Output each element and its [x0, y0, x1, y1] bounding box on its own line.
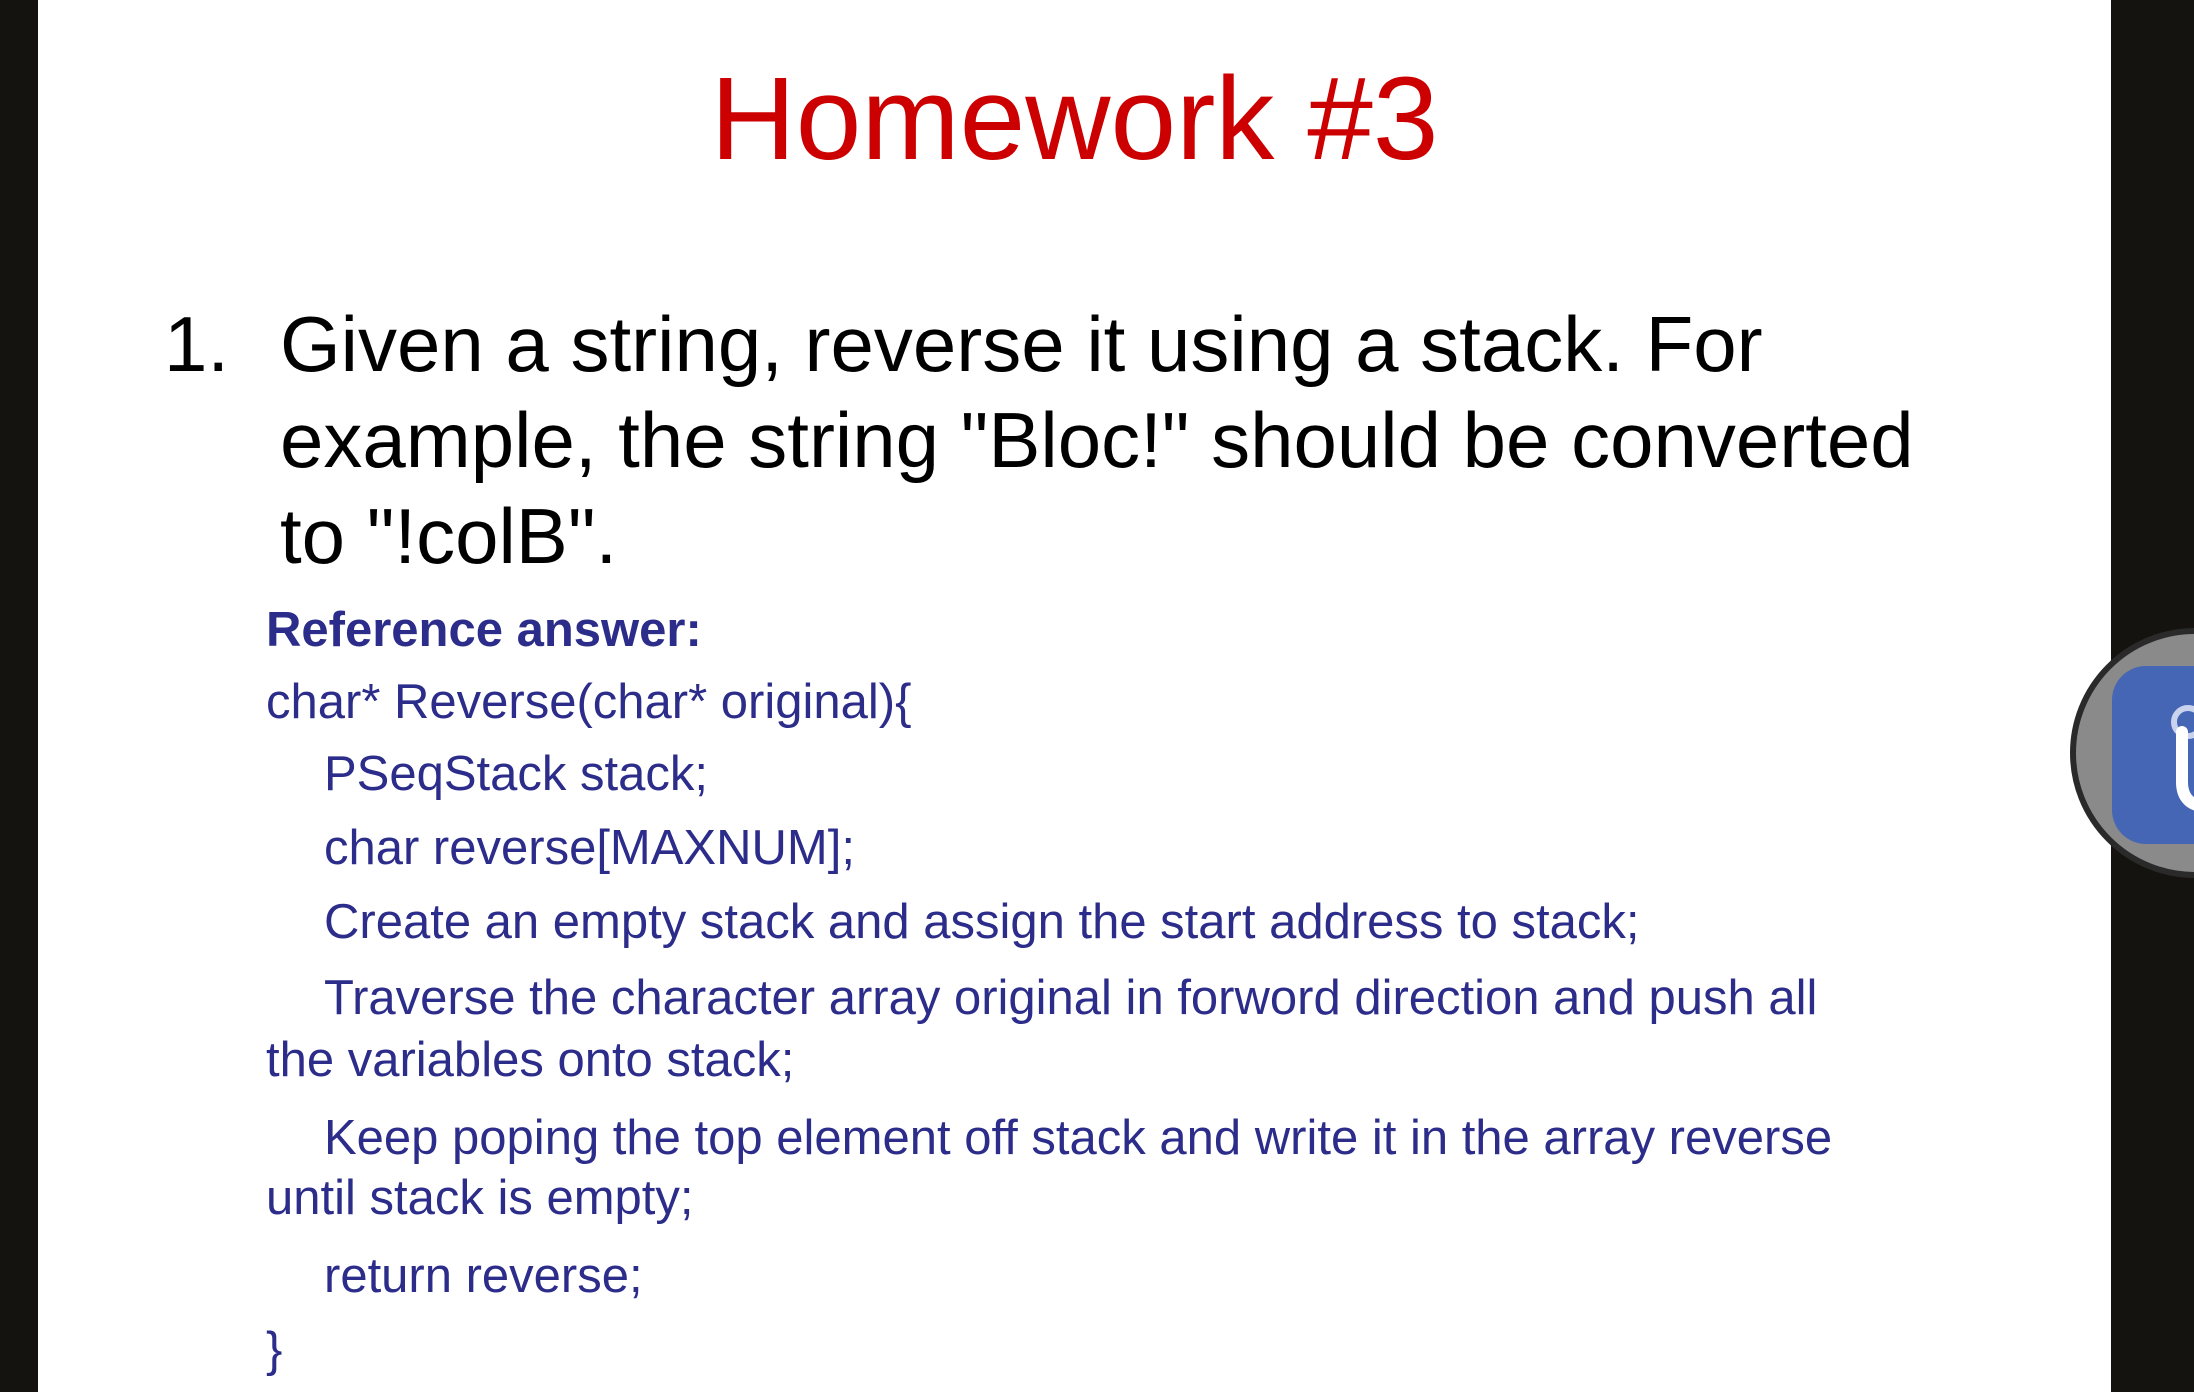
code-line: char reverse[MAXNUM]; — [324, 821, 855, 875]
code-line: char* Reverse(char* original){ — [266, 675, 912, 729]
code-line: Traverse the character array original in forword direction and push all — [324, 971, 1818, 1025]
answer-heading: Reference answer: — [266, 603, 702, 657]
hand-pointer-icon — [2160, 702, 2194, 812]
code-line: } — [266, 1323, 283, 1377]
question-text — [280, 296, 2060, 584]
code-line: the variables onto stack; — [266, 1033, 795, 1087]
question-number: 1. — [164, 300, 230, 388]
code-line: Create an empty stack and assign the start address to stack; — [324, 895, 1640, 949]
slide-title: Homework #3 — [710, 53, 1439, 185]
code-line: Keep poping the top element off stack and write it in the array reverse — [324, 1111, 1833, 1165]
code-line: until stack is empty; — [266, 1171, 694, 1225]
question-line: example, the string "Bloc!" should be converted — [280, 396, 1914, 484]
code-line: PSeqStack stack; — [324, 747, 709, 801]
floating-assist-button[interactable] — [2112, 666, 2194, 844]
presentation-slide — [38, 0, 2111, 1392]
code-line: return reverse; — [324, 1249, 643, 1303]
question-line: Given a string, reverse it using a stack. For — [280, 300, 1763, 388]
question-line: to "!colB". — [280, 492, 618, 580]
